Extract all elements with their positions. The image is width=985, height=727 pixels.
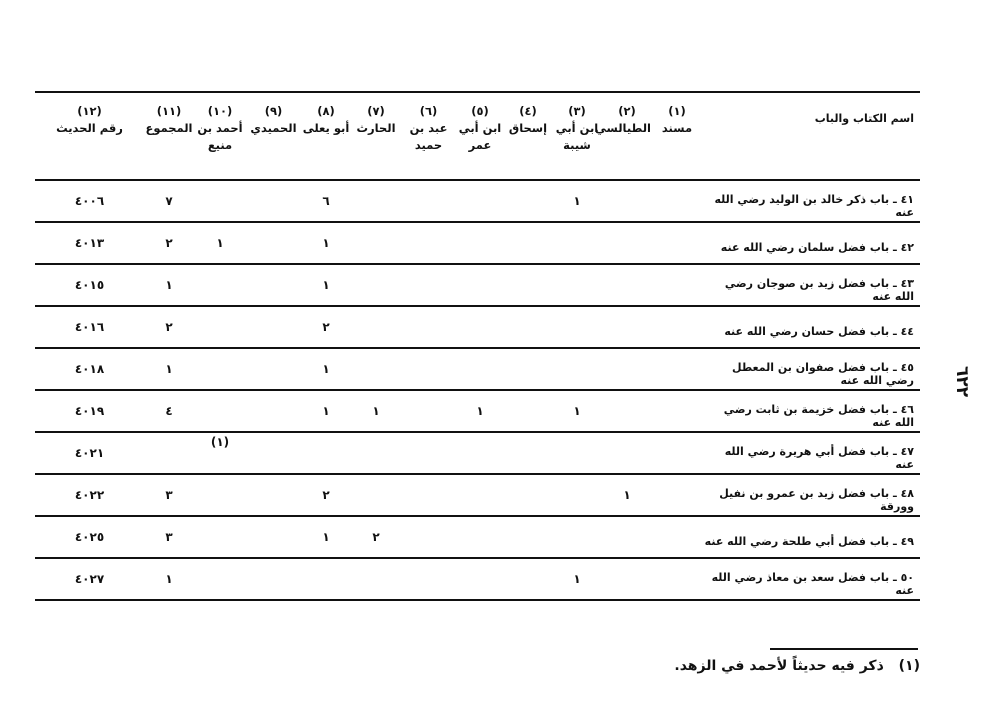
count-cell: ١ — [623, 488, 631, 502]
count-cell — [194, 516, 246, 558]
footnote-divider — [770, 648, 918, 650]
footnote-reference: (١) — [210, 435, 230, 449]
hadith-index-table — [35, 91, 920, 601]
column-header-12 — [35, 92, 144, 180]
count-cell — [246, 222, 301, 264]
count-cell — [602, 390, 652, 432]
count-cell — [456, 474, 504, 516]
count-cell — [401, 390, 456, 432]
column-header-number: (٩) — [264, 104, 283, 118]
column-header-label: أحمد بن منيع — [197, 121, 243, 152]
count-cell — [552, 306, 602, 348]
column-header-4 — [504, 92, 552, 180]
count-cell — [652, 558, 702, 600]
column-header-10 — [194, 92, 246, 180]
column-header-number: (٤) — [519, 104, 537, 118]
count-cell — [246, 558, 301, 600]
count-cell — [246, 306, 301, 348]
column-header-label: الحارث — [356, 121, 396, 135]
column-header-number: (٧) — [367, 104, 385, 118]
count-cell — [194, 180, 246, 222]
count-cell — [351, 348, 401, 390]
count-cell — [504, 348, 552, 390]
count-cell — [602, 264, 652, 306]
count-cell — [602, 222, 652, 264]
column-header-11 — [144, 92, 194, 180]
column-header-2 — [594, 92, 652, 180]
column-header-label: عبد بن حميد — [409, 121, 448, 152]
count-cell: ١ — [165, 278, 173, 292]
count-cell — [504, 474, 552, 516]
count-cell — [504, 516, 552, 558]
count-cell: ٢ — [322, 320, 330, 334]
count-cell — [552, 348, 602, 390]
count-cell: ١ — [372, 404, 380, 418]
count-cell: ٢ — [165, 236, 173, 250]
count-cell — [456, 516, 504, 558]
count-cell — [504, 306, 552, 348]
chapter-title: ٤١ ـ باب ذكر خالد بن الوليد رضي الله عنه — [714, 192, 914, 219]
count-cell — [456, 558, 504, 600]
count-cell: ١ — [322, 236, 330, 250]
hadith-number-cell: ٤٠٠٦ — [74, 194, 105, 208]
column-header-label: الحميدي — [250, 121, 297, 135]
count-cell — [351, 222, 401, 264]
count-cell — [401, 516, 456, 558]
column-header-label: اسم الكتاب والباب — [814, 112, 914, 125]
chapter-title: ٤٩ ـ باب فضل أبي طلحة رضي الله عنه — [704, 535, 914, 548]
count-cell: ١ — [322, 278, 330, 292]
count-cell — [652, 222, 702, 264]
table-header-row — [35, 92, 920, 180]
count-cell — [246, 348, 301, 390]
count-cell — [351, 474, 401, 516]
count-cell — [456, 348, 504, 390]
column-header-6 — [401, 92, 456, 180]
count-cell: ١ — [573, 404, 581, 418]
count-cell — [246, 516, 301, 558]
count-cell — [552, 474, 602, 516]
count-cell: ٤ — [165, 404, 173, 418]
column-header-1 — [652, 92, 702, 180]
count-cell — [456, 264, 504, 306]
column-header-title — [702, 92, 920, 180]
count-cell — [602, 348, 652, 390]
column-header-5 — [456, 92, 504, 180]
count-cell — [401, 348, 456, 390]
count-cell — [456, 306, 504, 348]
count-cell — [301, 558, 351, 600]
column-header-number: (١) — [668, 104, 686, 118]
column-header-label: ابن أبي شيبة — [555, 121, 599, 152]
column-header-label: المجموع — [145, 121, 193, 135]
hadith-number-cell: ٤٠١٩ — [74, 404, 105, 418]
count-cell — [351, 306, 401, 348]
count-cell — [246, 264, 301, 306]
column-header-number: (٥) — [471, 104, 489, 118]
chapter-title: ٤٢ ـ باب فضل سلمان رضي الله عنه — [720, 241, 914, 254]
table-row — [35, 432, 920, 474]
chapter-title: ٤٧ ـ باب فضل أبي هريرة رضي الله عنه — [724, 444, 914, 471]
column-header-3 — [552, 92, 602, 180]
count-cell — [652, 474, 702, 516]
count-cell — [246, 390, 301, 432]
chapter-title: ٤٣ ـ باب فضل زيد بن صوجان رضي الله عنه — [724, 276, 914, 303]
count-cell — [456, 180, 504, 222]
table-row — [35, 222, 920, 264]
count-cell — [552, 432, 602, 474]
count-cell — [194, 558, 246, 600]
count-cell — [144, 432, 194, 474]
hadith-number-cell: ٤٠٢٥ — [74, 530, 105, 544]
chapter-title: ٤٥ ـ باب فضل صفوان بن المعطل رضي الله عنه — [732, 360, 914, 387]
count-cell — [652, 264, 702, 306]
count-cell: ١ — [322, 404, 330, 418]
count-cell — [602, 180, 652, 222]
count-cell: ١ — [476, 404, 484, 418]
count-cell: ١ — [573, 194, 581, 208]
count-cell — [401, 180, 456, 222]
count-cell — [401, 432, 456, 474]
hadith-number-cell: ٤٠٢٧ — [74, 572, 105, 586]
count-cell: ١ — [573, 572, 581, 586]
count-cell — [652, 432, 702, 474]
hadith-number-cell: ٤٠١٥ — [74, 278, 105, 292]
count-cell — [504, 264, 552, 306]
count-cell — [351, 180, 401, 222]
column-header-number: (١١) — [156, 104, 182, 118]
column-header-number: (١٠) — [207, 104, 233, 118]
chapter-title: ٤٤ ـ باب فضل حسان رضي الله عنه — [724, 325, 914, 338]
count-cell — [652, 516, 702, 558]
hadith-number-cell: ٤٠١٣ — [74, 236, 105, 250]
table-row — [35, 306, 920, 348]
column-header-label: رقم الحديث — [56, 121, 123, 135]
count-cell — [456, 222, 504, 264]
footnote — [560, 658, 920, 674]
count-cell — [401, 558, 456, 600]
column-header-label: أبو يعلى — [302, 121, 350, 135]
count-cell — [504, 180, 552, 222]
chapter-title: ٤٨ ـ باب فضل زيد بن عمرو بن نفيل وورقة — [719, 486, 914, 513]
count-cell — [602, 306, 652, 348]
column-header-number: (٨) — [317, 104, 335, 118]
hadith-number-cell: ٤٠١٨ — [74, 362, 105, 376]
chapter-title: ٤٦ ـ باب فضل خزيمة بن ثابت رضي الله عنه — [723, 402, 914, 429]
column-header-label: إسحاق — [508, 121, 548, 135]
count-cell — [652, 390, 702, 432]
column-header-number: (٢) — [618, 104, 636, 118]
count-cell — [401, 306, 456, 348]
table-row — [35, 180, 920, 222]
hadith-number-cell: ٤٠١٦ — [74, 320, 105, 334]
count-cell — [602, 516, 652, 558]
count-cell — [504, 432, 552, 474]
count-cell — [194, 390, 246, 432]
column-header-7 — [351, 92, 401, 180]
count-cell — [504, 222, 552, 264]
count-cell — [401, 474, 456, 516]
count-cell — [351, 558, 401, 600]
count-cell: ١ — [165, 362, 173, 376]
count-cell: ١ — [165, 572, 173, 586]
footnote-text: ذكر فيه حديثاً لأحمد في الزهد. — [674, 658, 884, 674]
table-row — [35, 474, 920, 516]
count-cell: ١ — [216, 236, 224, 250]
count-cell: ٢ — [322, 488, 330, 502]
count-cell — [652, 306, 702, 348]
count-cell — [552, 264, 602, 306]
hadith-index-table-container — [35, 91, 920, 601]
count-cell — [246, 432, 301, 474]
count-cell: ٢ — [165, 320, 173, 334]
count-cell — [351, 264, 401, 306]
count-cell: ٢ — [372, 530, 380, 544]
count-cell — [194, 264, 246, 306]
column-header-number: (٦) — [419, 104, 438, 118]
count-cell: ١ — [322, 362, 330, 376]
count-cell: ١ — [322, 530, 330, 544]
page-number: ٦٢٢ — [952, 366, 972, 398]
table-row — [35, 558, 920, 600]
count-cell — [401, 264, 456, 306]
table-row — [35, 264, 920, 306]
count-cell — [246, 474, 301, 516]
count-cell — [456, 432, 504, 474]
table-row — [35, 390, 920, 432]
hadith-number-cell: ٤٠٢١ — [74, 446, 105, 460]
count-cell — [194, 432, 246, 474]
count-cell — [504, 390, 552, 432]
count-cell — [301, 432, 351, 474]
count-cell: ٣ — [165, 488, 173, 502]
column-header-label: الطيالسي — [594, 121, 651, 135]
count-cell — [246, 180, 301, 222]
column-header-label: مسند — [661, 121, 693, 135]
chapter-title: ٥٠ ـ باب فضل سعد بن معاذ رضي الله عنه — [711, 570, 914, 597]
footnote-number: (١) — [898, 658, 920, 674]
count-cell — [351, 432, 401, 474]
count-cell — [602, 432, 652, 474]
column-header-9 — [246, 92, 301, 180]
count-cell — [552, 516, 602, 558]
count-cell — [652, 348, 702, 390]
count-cell: ٧ — [165, 194, 173, 208]
table-row — [35, 516, 920, 558]
column-header-8 — [301, 92, 351, 180]
count-cell — [652, 180, 702, 222]
column-header-number: (١٢) — [77, 104, 102, 118]
table-body — [35, 180, 920, 600]
table-row — [35, 348, 920, 390]
count-cell — [194, 306, 246, 348]
count-cell — [401, 222, 456, 264]
count-cell — [504, 558, 552, 600]
count-cell — [194, 348, 246, 390]
count-cell: ٣ — [165, 530, 173, 544]
count-cell — [602, 558, 652, 600]
hadith-number-cell: ٤٠٢٢ — [74, 488, 105, 502]
count-cell: ٦ — [322, 194, 330, 208]
count-cell — [552, 222, 602, 264]
count-cell — [194, 474, 246, 516]
column-header-number: (٣) — [568, 104, 586, 118]
column-header-label: ابن أبي عمر — [458, 121, 502, 152]
